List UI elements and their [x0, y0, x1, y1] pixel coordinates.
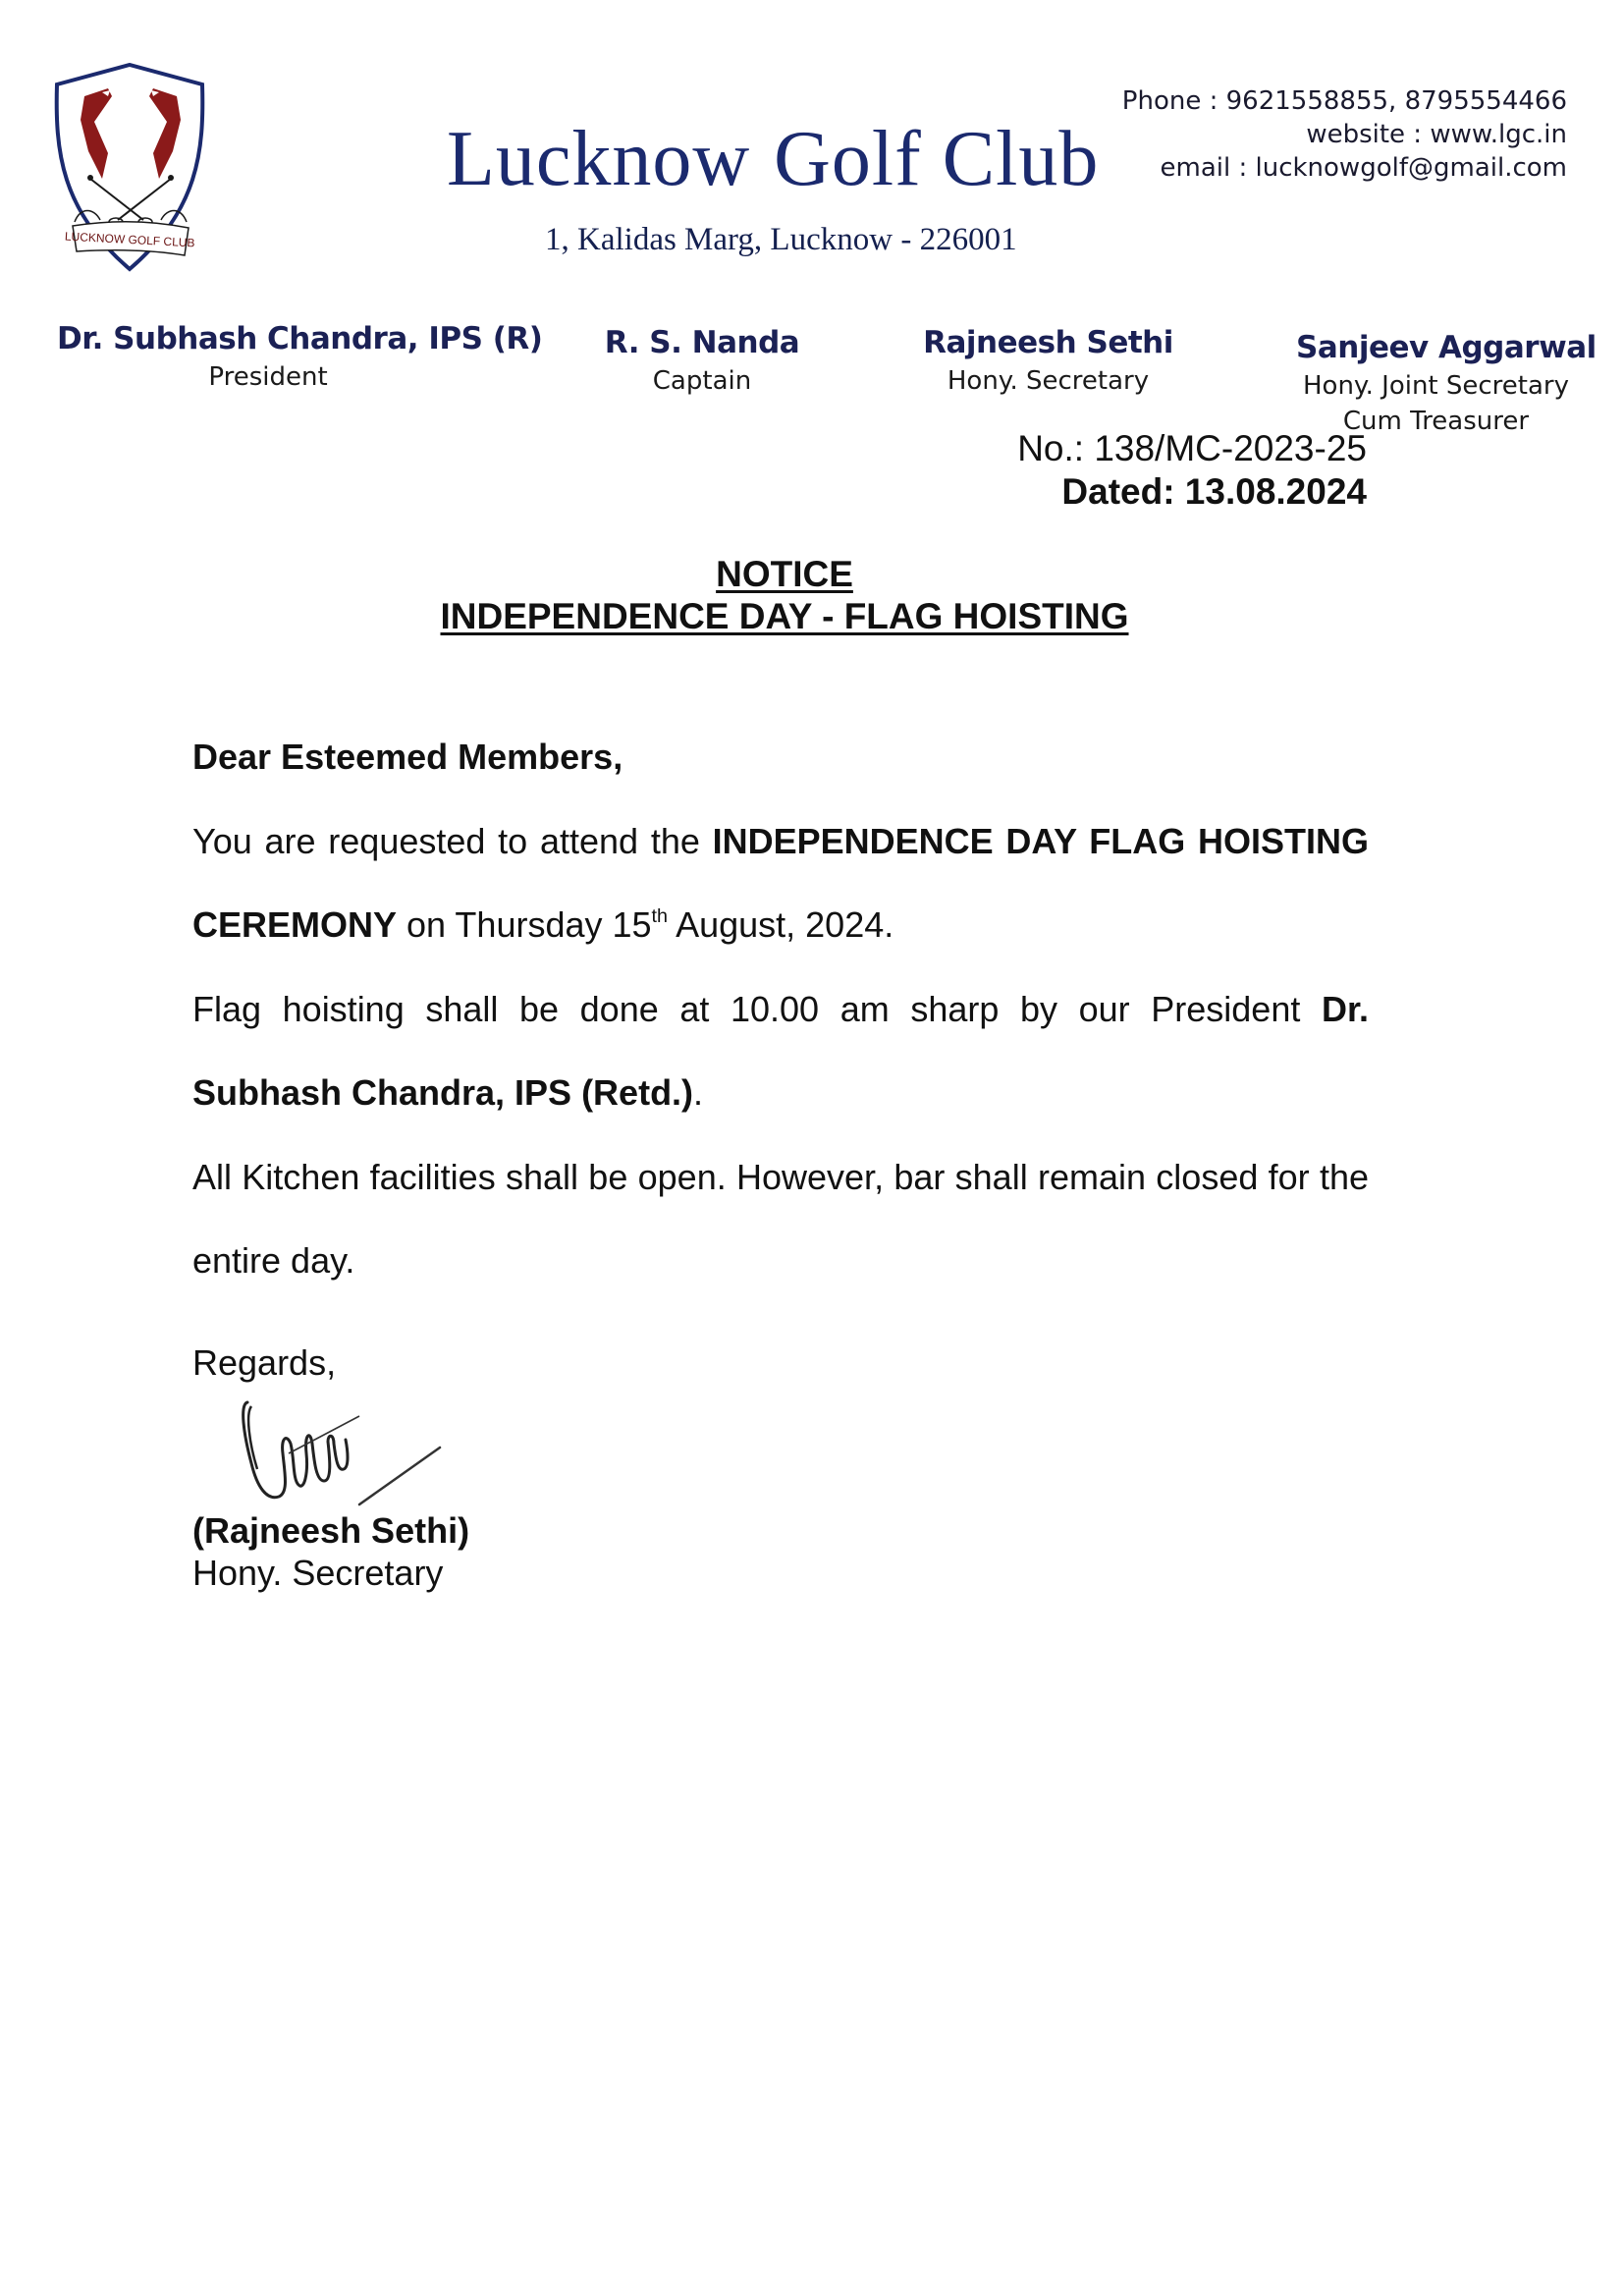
official-name: Sanjeev Aggarwal: [1296, 330, 1597, 365]
flag-hoisting-end: .: [693, 1072, 704, 1113]
club-address: 1, Kalidas Marg, Lucknow - 226001: [545, 222, 1017, 257]
closing-regards: Regards,: [192, 1342, 337, 1383]
contact-phone: Phone : 9621558855, 8795554466: [1121, 86, 1567, 116]
notice-heading: NOTICE: [716, 554, 853, 594]
official-role-line2: Cum Treasurer: [1342, 407, 1530, 436]
notice-body: [192, 715, 1369, 1303]
club-name: [447, 116, 1100, 202]
paragraph-facilities: All Kitchen facilities shall be open. However, bar shall remain closed for the entire day.: [192, 1156, 1369, 1281]
golf-club-crest-icon: [51, 63, 210, 273]
official-role: Hony. Joint Secretary: [1303, 371, 1569, 401]
handwritten-signature-icon: [234, 1394, 460, 1510]
official-name: R. S. Nanda: [604, 325, 800, 360]
invitation-text: You are requested to attend the: [192, 820, 713, 861]
official-role: Captain: [652, 366, 752, 396]
official-joint-secretary: [1296, 330, 1597, 436]
contact-email[interactable]: email : lucknowgolf@gmail.com: [1160, 153, 1567, 183]
contact-website[interactable]: website : www.lgc.in: [1306, 120, 1567, 149]
ceremony-date-prefix: on Thursday 15: [397, 904, 652, 945]
president-name: Dr. Subhash Chandra, IPS (Retd.): [192, 988, 1369, 1113]
flag-hoisting-text: Flag hoisting shall be done at 10.00 am sharp by our President: [192, 988, 1322, 1029]
official-president: [57, 321, 543, 392]
paragraph-invitation: [192, 799, 1369, 967]
ceremony-date-suffix: August, 2024.: [668, 904, 894, 945]
official-role: President: [208, 362, 328, 392]
date-ordinal-suffix: th: [651, 905, 669, 928]
club-name-part2: Golf Club: [774, 116, 1100, 202]
paragraph-flag-hoisting: [192, 967, 1369, 1135]
ceremony-name: INDEPENDENCE DAY FLAG HOISTING CEREMONY: [192, 820, 1369, 945]
reference-date: Dated: 13.08.2024: [1061, 471, 1367, 512]
logo-banner-text: LUCKNOW GOLF CLUB: [64, 229, 195, 250]
official-secretary: [923, 325, 1173, 396]
official-name: Dr. Subhash Chandra, IPS (R): [57, 321, 543, 356]
club-name-part1: Lucknow: [447, 116, 751, 202]
official-role: Hony. Secretary: [947, 366, 1150, 396]
official-captain: [604, 325, 800, 396]
salutation: Dear Esteemed Members,: [192, 737, 623, 777]
signatory-role: Hony. Secretary: [192, 1553, 444, 1593]
notice-subject: INDEPENDENCE DAY - FLAG HOISTING: [440, 596, 1129, 636]
signatory-name: (Rajneesh Sethi): [192, 1510, 470, 1551]
official-name: Rajneesh Sethi: [923, 325, 1173, 360]
reference-number: No.: 138/MC-2023-25: [1017, 428, 1367, 468]
